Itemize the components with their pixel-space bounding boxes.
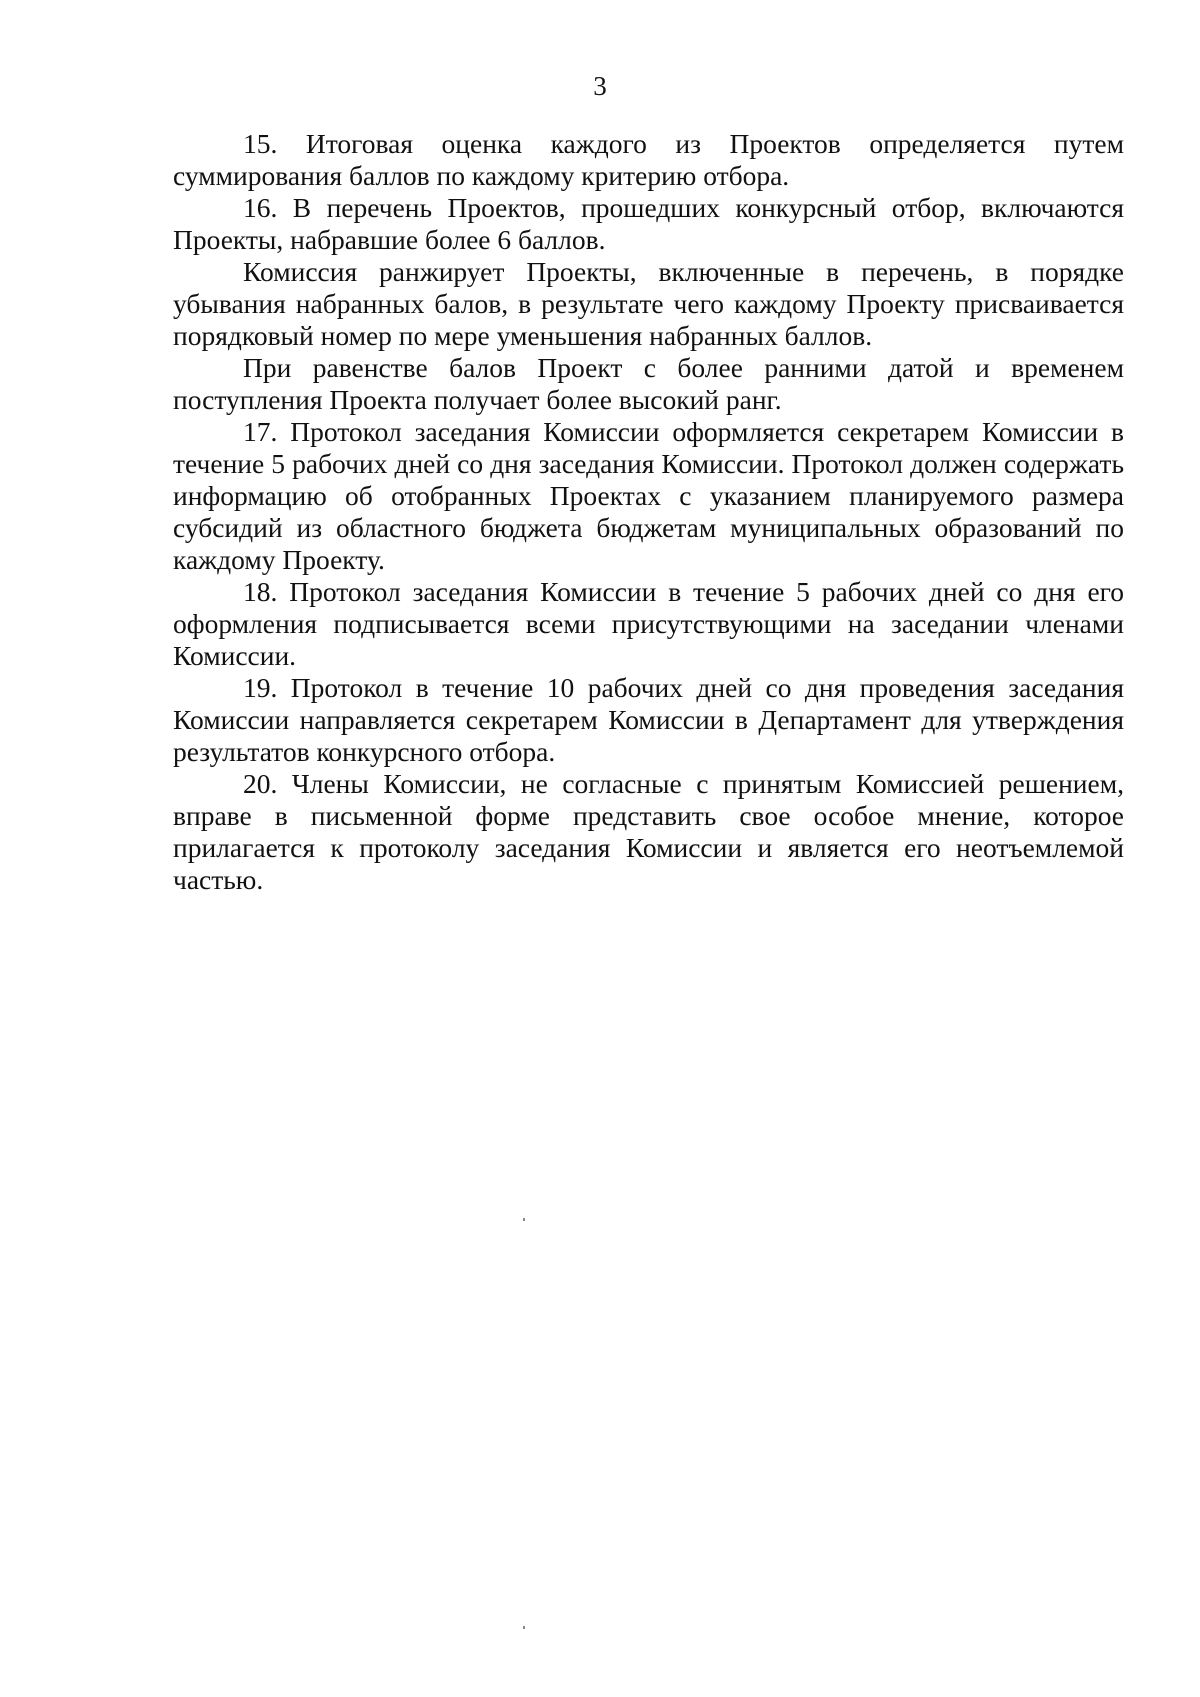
document-body: [173, 128, 1124, 896]
paragraph-17: 17. Протокол заседания Комиссии оформляется секретарем Комиссии в течение 5 рабочих дней со дня заседания Комиссии. Протокол должен содержать информацию об отобранных Проектах с указанием планируемого размера субсидий из областного бюджета бюджетам муниципальных образований по каждому Проекту.: [173, 416, 1124, 575]
scan-speck: [523, 1218, 525, 1221]
paragraph-15: 15. Итоговая оценка каждого из Проектов определяется путем суммирования баллов по каждому критерию отбора.: [173, 128, 1124, 191]
paragraph-16: 16. В перечень Проектов, прошедших конкурсный отбор, включаются Проекты, набравшие более 6 баллов.: [173, 192, 1124, 255]
paragraph-16-ranking: Комиссия ранжирует Проекты, включенные в перечень, в порядке убывания набранных балов, в результате чего каждому Проекту присваивается порядковый номер по мере уменьшения набранных баллов.: [173, 256, 1124, 351]
scan-speck: [523, 1626, 525, 1629]
paragraph-20: 20. Члены Комиссии, не согласные с принятым Комиссией решением, вправе в письменной форме представить свое особое мнение, которое прилагается к протоколу заседания Комиссии и является его неотъемлемой частью.: [173, 768, 1124, 895]
paragraph-18: 18. Протокол заседания Комиссии в течение 5 рабочих дней со дня его оформления подписывается всеми присутствующими на заседании членами Комиссии.: [173, 576, 1124, 671]
page-number: 3: [593, 71, 607, 101]
paragraph-19: 19. Протокол в течение 10 рабочих дней со дня проведения заседания Комиссии направляется секретарем Комиссии в Департамент для утверждения результатов конкурсного отбора.: [173, 672, 1124, 767]
paragraph-16-tie-rule: При равенстве балов Проект с более ранними датой и временем поступления Проекта получает более высокий ранг.: [173, 352, 1124, 415]
